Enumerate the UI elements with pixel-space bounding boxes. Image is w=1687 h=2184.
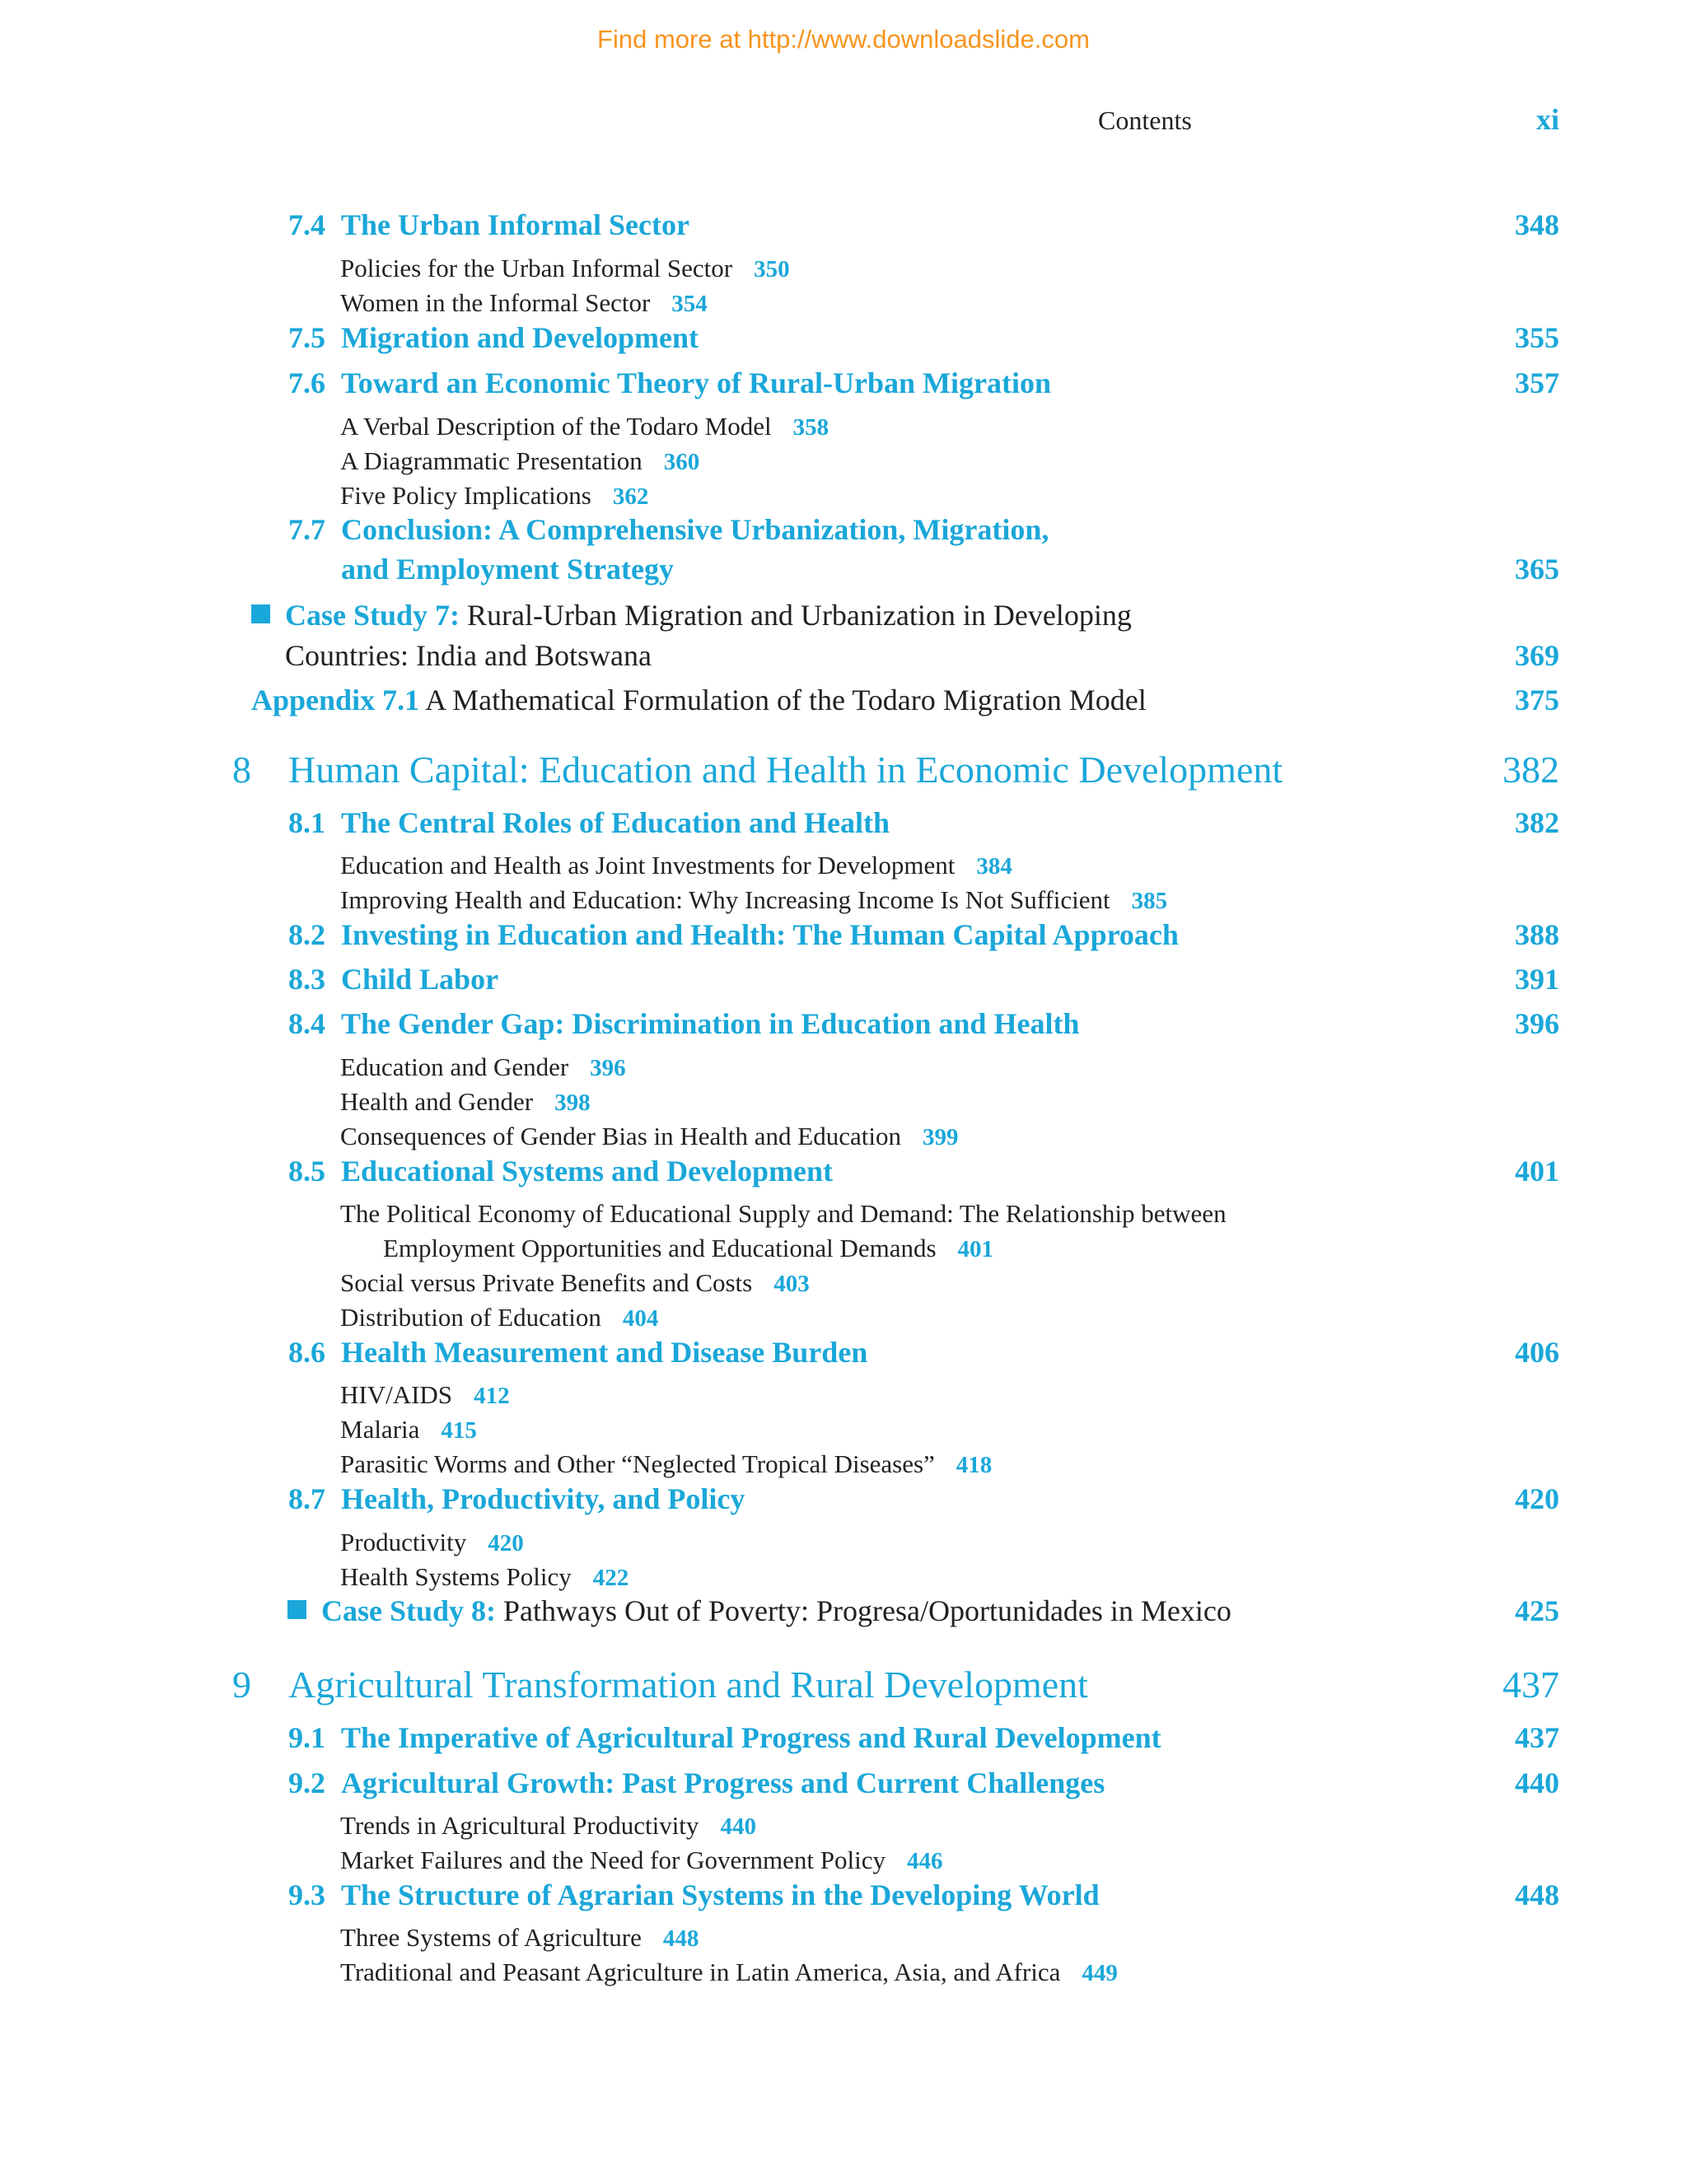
toc-subsection[interactable] [340, 412, 829, 441]
chapter-page: 382 [1502, 749, 1559, 791]
section-title: The Gender Gap: Discrimination in Education and Health [341, 1007, 1080, 1040]
section-number: 9.2 [288, 1766, 325, 1799]
toc-subsection-continued[interactable] [383, 1234, 993, 1263]
toc-subsection[interactable] [340, 1449, 992, 1479]
section-number: 8.2 [288, 918, 325, 951]
section-number: 7.4 [288, 208, 325, 241]
subsection-page: 396 [590, 1055, 626, 1081]
appendix-label: Appendix 7.1 [251, 684, 420, 716]
case-study-title-continued[interactable]: Countries: India and Botswana [285, 639, 652, 672]
toc-section-7-5[interactable] [288, 320, 699, 355]
section-number: 8.1 [288, 806, 325, 839]
subsection-title: Policies for the Urban Informal Sector [340, 254, 733, 282]
section-title: Health Measurement and Disease Burden [341, 1336, 868, 1369]
subsection-page: 446 [907, 1848, 943, 1874]
subsection-title: Health Systems Policy [340, 1562, 572, 1591]
toc-subsection[interactable] [340, 1923, 699, 1953]
appendix-page: 375 [1515, 684, 1559, 716]
section-number: 7.5 [288, 321, 325, 354]
toc-subsection[interactable] [340, 1811, 756, 1841]
subsection-page: 360 [663, 449, 700, 475]
subsection-page: 354 [671, 291, 708, 317]
chapter-number: 9 [232, 1664, 251, 1706]
section-page: 448 [1515, 1878, 1559, 1911]
subsection-title: HIV/AIDS [340, 1380, 453, 1409]
section-title: Child Labor [341, 963, 499, 996]
section-page: 420 [1515, 1482, 1559, 1515]
case-study-title: Pathways Out of Poverty: Progresa/Oportunidades in Mexico [503, 1594, 1231, 1627]
case-study-title: Rural-Urban Migration and Urbanization in Developing [467, 599, 1132, 632]
toc-subsection[interactable] [340, 1380, 510, 1410]
section-title: The Structure of Agrarian Systems in the Developing World [341, 1878, 1100, 1911]
section-title: Toward an Economic Theory of Rural-Urban Migration [341, 366, 1052, 399]
toc-subsection[interactable] [340, 1415, 477, 1444]
section-page: 391 [1515, 963, 1559, 996]
toc-subsection[interactable] [340, 1122, 958, 1151]
toc-subsection[interactable] [340, 288, 708, 318]
subsection-title: Malaria [340, 1415, 420, 1444]
subsection-title: The Political Economy of Educational Supply and Demand: The Relationship between [340, 1199, 1227, 1228]
toc-section-8-5[interactable] [288, 1154, 833, 1188]
subsection-title: Three Systems of Agriculture [340, 1923, 642, 1952]
section-title: Investing in Education and Health: The Human Capital Approach [341, 918, 1179, 951]
toc-section-9-1[interactable] [288, 1720, 1161, 1755]
section-title: Conclusion: A Comprehensive Urbanization, Migration, [341, 513, 1049, 546]
section-number: 9.1 [288, 1721, 325, 1754]
appendix-7-1[interactable] [251, 683, 1147, 717]
subsection-page: 420 [488, 1530, 524, 1556]
subsection-title: Market Failures and the Need for Government Policy [340, 1846, 886, 1874]
toc-section-8-1[interactable] [288, 805, 890, 840]
toc-subsection[interactable] [340, 1268, 810, 1298]
subsection-page: 403 [773, 1271, 810, 1297]
subsection-page: 358 [792, 414, 829, 441]
appendix-title: A Mathematical Formulation of the Todaro Migration Model [425, 684, 1147, 716]
section-number: 8.3 [288, 963, 325, 996]
subsection-page: 401 [957, 1236, 994, 1262]
section-number: 7.6 [288, 366, 325, 399]
subsection-page: 350 [754, 256, 790, 282]
watermark-link[interactable]: Find more at http://www.downloadslide.com [597, 25, 1090, 54]
subsection-page: 398 [554, 1090, 591, 1116]
subsection-page: 404 [622, 1305, 659, 1332]
subsection-title: Traditional and Peasant Agriculture in Latin America, Asia, and Africa [340, 1958, 1061, 1986]
section-page: 396 [1515, 1007, 1559, 1040]
subsection-title: Five Policy Implications [340, 481, 591, 510]
subsection-title: Distribution of Education [340, 1303, 601, 1332]
toc-subsection[interactable] [340, 1562, 629, 1592]
case-study-page: 425 [1515, 1594, 1559, 1627]
case-study-label: Case Study 7: [285, 599, 460, 632]
subsection-page: 418 [956, 1452, 993, 1478]
subsection-page: 415 [441, 1417, 477, 1444]
subsection-title: Employment Opportunities and Educational Demands [383, 1234, 937, 1262]
subsection-title: Women in the Informal Sector [340, 288, 651, 317]
section-title: Health, Productivity, and Policy [341, 1482, 745, 1515]
section-number: 9.3 [288, 1878, 325, 1911]
section-page: 382 [1515, 806, 1559, 839]
section-title: The Imperative of Agricultural Progress and Rural Development [341, 1721, 1161, 1754]
subsection-page: 440 [720, 1813, 756, 1840]
section-number: 8.5 [288, 1155, 325, 1188]
subsection-page: 399 [922, 1124, 959, 1150]
subsection-title: Trends in Agricultural Productivity [340, 1811, 699, 1840]
section-title: Educational Systems and Development [341, 1155, 834, 1188]
section-title: The Central Roles of Education and Health [341, 806, 890, 839]
toc-subsection[interactable] [340, 851, 1012, 880]
toc-section-9-2[interactable] [288, 1766, 1105, 1800]
section-number: 7.7 [288, 513, 325, 546]
section-title: The Urban Informal Sector [341, 208, 689, 241]
section-title: Agricultural Growth: Past Progress and Current Challenges [341, 1766, 1105, 1799]
toc-chapter-8[interactable]: Human Capital: Education and Health in Economic Development [288, 749, 1283, 791]
chapter-page: 437 [1502, 1664, 1559, 1706]
case-study-7[interactable] [251, 598, 1132, 632]
section-page: 401 [1515, 1155, 1559, 1188]
section-title: Migration and Development [341, 321, 699, 354]
toc-subsection[interactable] [340, 1303, 658, 1332]
toc-section-8-7[interactable] [288, 1482, 745, 1516]
section-page: 348 [1515, 208, 1559, 241]
section-page: 437 [1515, 1721, 1559, 1754]
subsection-page: 385 [1131, 888, 1168, 914]
subsection-title: Education and Health as Joint Investments for Development [340, 851, 956, 880]
subsection-title: Education and Gender [340, 1052, 569, 1081]
toc-subsection[interactable] [340, 885, 1167, 915]
toc-section-7-7[interactable] [288, 512, 1049, 547]
chapter-number: 8 [232, 749, 251, 791]
section-page: 355 [1515, 321, 1559, 354]
subsection-page: 412 [474, 1383, 510, 1409]
toc-section-9-3[interactable] [288, 1878, 1100, 1912]
toc-section-8-2[interactable] [288, 917, 1179, 952]
square-bullet-icon [251, 604, 270, 623]
subsection-title: Health and Gender [340, 1087, 534, 1116]
section-page: 388 [1515, 918, 1559, 951]
toc-subsection[interactable] [340, 481, 648, 511]
section-number: 8.6 [288, 1336, 325, 1369]
subsection-page: 362 [612, 483, 649, 510]
toc-subsection[interactable] [340, 446, 699, 476]
section-number: 8.7 [288, 1482, 325, 1515]
section-page: 365 [1515, 553, 1559, 586]
toc-subsection[interactable] [340, 254, 790, 283]
subsection-page: 384 [976, 853, 1012, 880]
toc-subsection[interactable] [340, 1528, 524, 1557]
toc-subsection[interactable] [340, 1087, 591, 1117]
subsection-title: A Diagrammatic Presentation [340, 446, 643, 475]
case-study-8[interactable] [287, 1594, 1231, 1628]
toc-subsection[interactable] [340, 1846, 943, 1875]
subsection-title: A Verbal Description of the Todaro Model [340, 412, 772, 441]
square-bullet-icon [287, 1600, 306, 1619]
subsection-title: Social versus Private Benefits and Costs [340, 1268, 753, 1297]
toc-section-7-4[interactable] [288, 208, 689, 242]
toc-subsection[interactable] [340, 1199, 1227, 1229]
toc-subsection[interactable] [340, 1052, 626, 1082]
section-page: 440 [1515, 1766, 1559, 1799]
subsection-title: Consequences of Gender Bias in Health and Education [340, 1122, 901, 1150]
subsection-title: Improving Health and Education: Why Increasing Income Is Not Sufficient [340, 885, 1110, 914]
section-page: 406 [1515, 1336, 1559, 1369]
toc-section-8-6[interactable] [288, 1335, 867, 1370]
running-header: Contents [1098, 105, 1192, 135]
subsection-title: Productivity [340, 1528, 467, 1556]
toc-section-8-4[interactable] [288, 1006, 1079, 1041]
section-number: 8.4 [288, 1007, 325, 1040]
subsection-title: Parasitic Worms and Other “Neglected Tropical Diseases” [340, 1449, 935, 1478]
toc-section-7-6[interactable] [288, 366, 1051, 400]
page-number: xi [1535, 103, 1559, 136]
subsection-page: 449 [1082, 1960, 1118, 1986]
case-study-page: 369 [1515, 639, 1559, 672]
case-study-label: Case Study 8: [321, 1594, 497, 1627]
toc-section-8-3[interactable] [288, 962, 498, 996]
section-title-continued[interactable]: and Employment Strategy [341, 553, 674, 586]
toc-chapter-9[interactable]: Agricultural Transformation and Rural Development [288, 1664, 1088, 1706]
toc-subsection[interactable] [340, 1958, 1118, 1987]
subsection-page: 422 [592, 1565, 629, 1591]
subsection-page: 448 [662, 1925, 699, 1952]
section-page: 357 [1515, 366, 1559, 399]
